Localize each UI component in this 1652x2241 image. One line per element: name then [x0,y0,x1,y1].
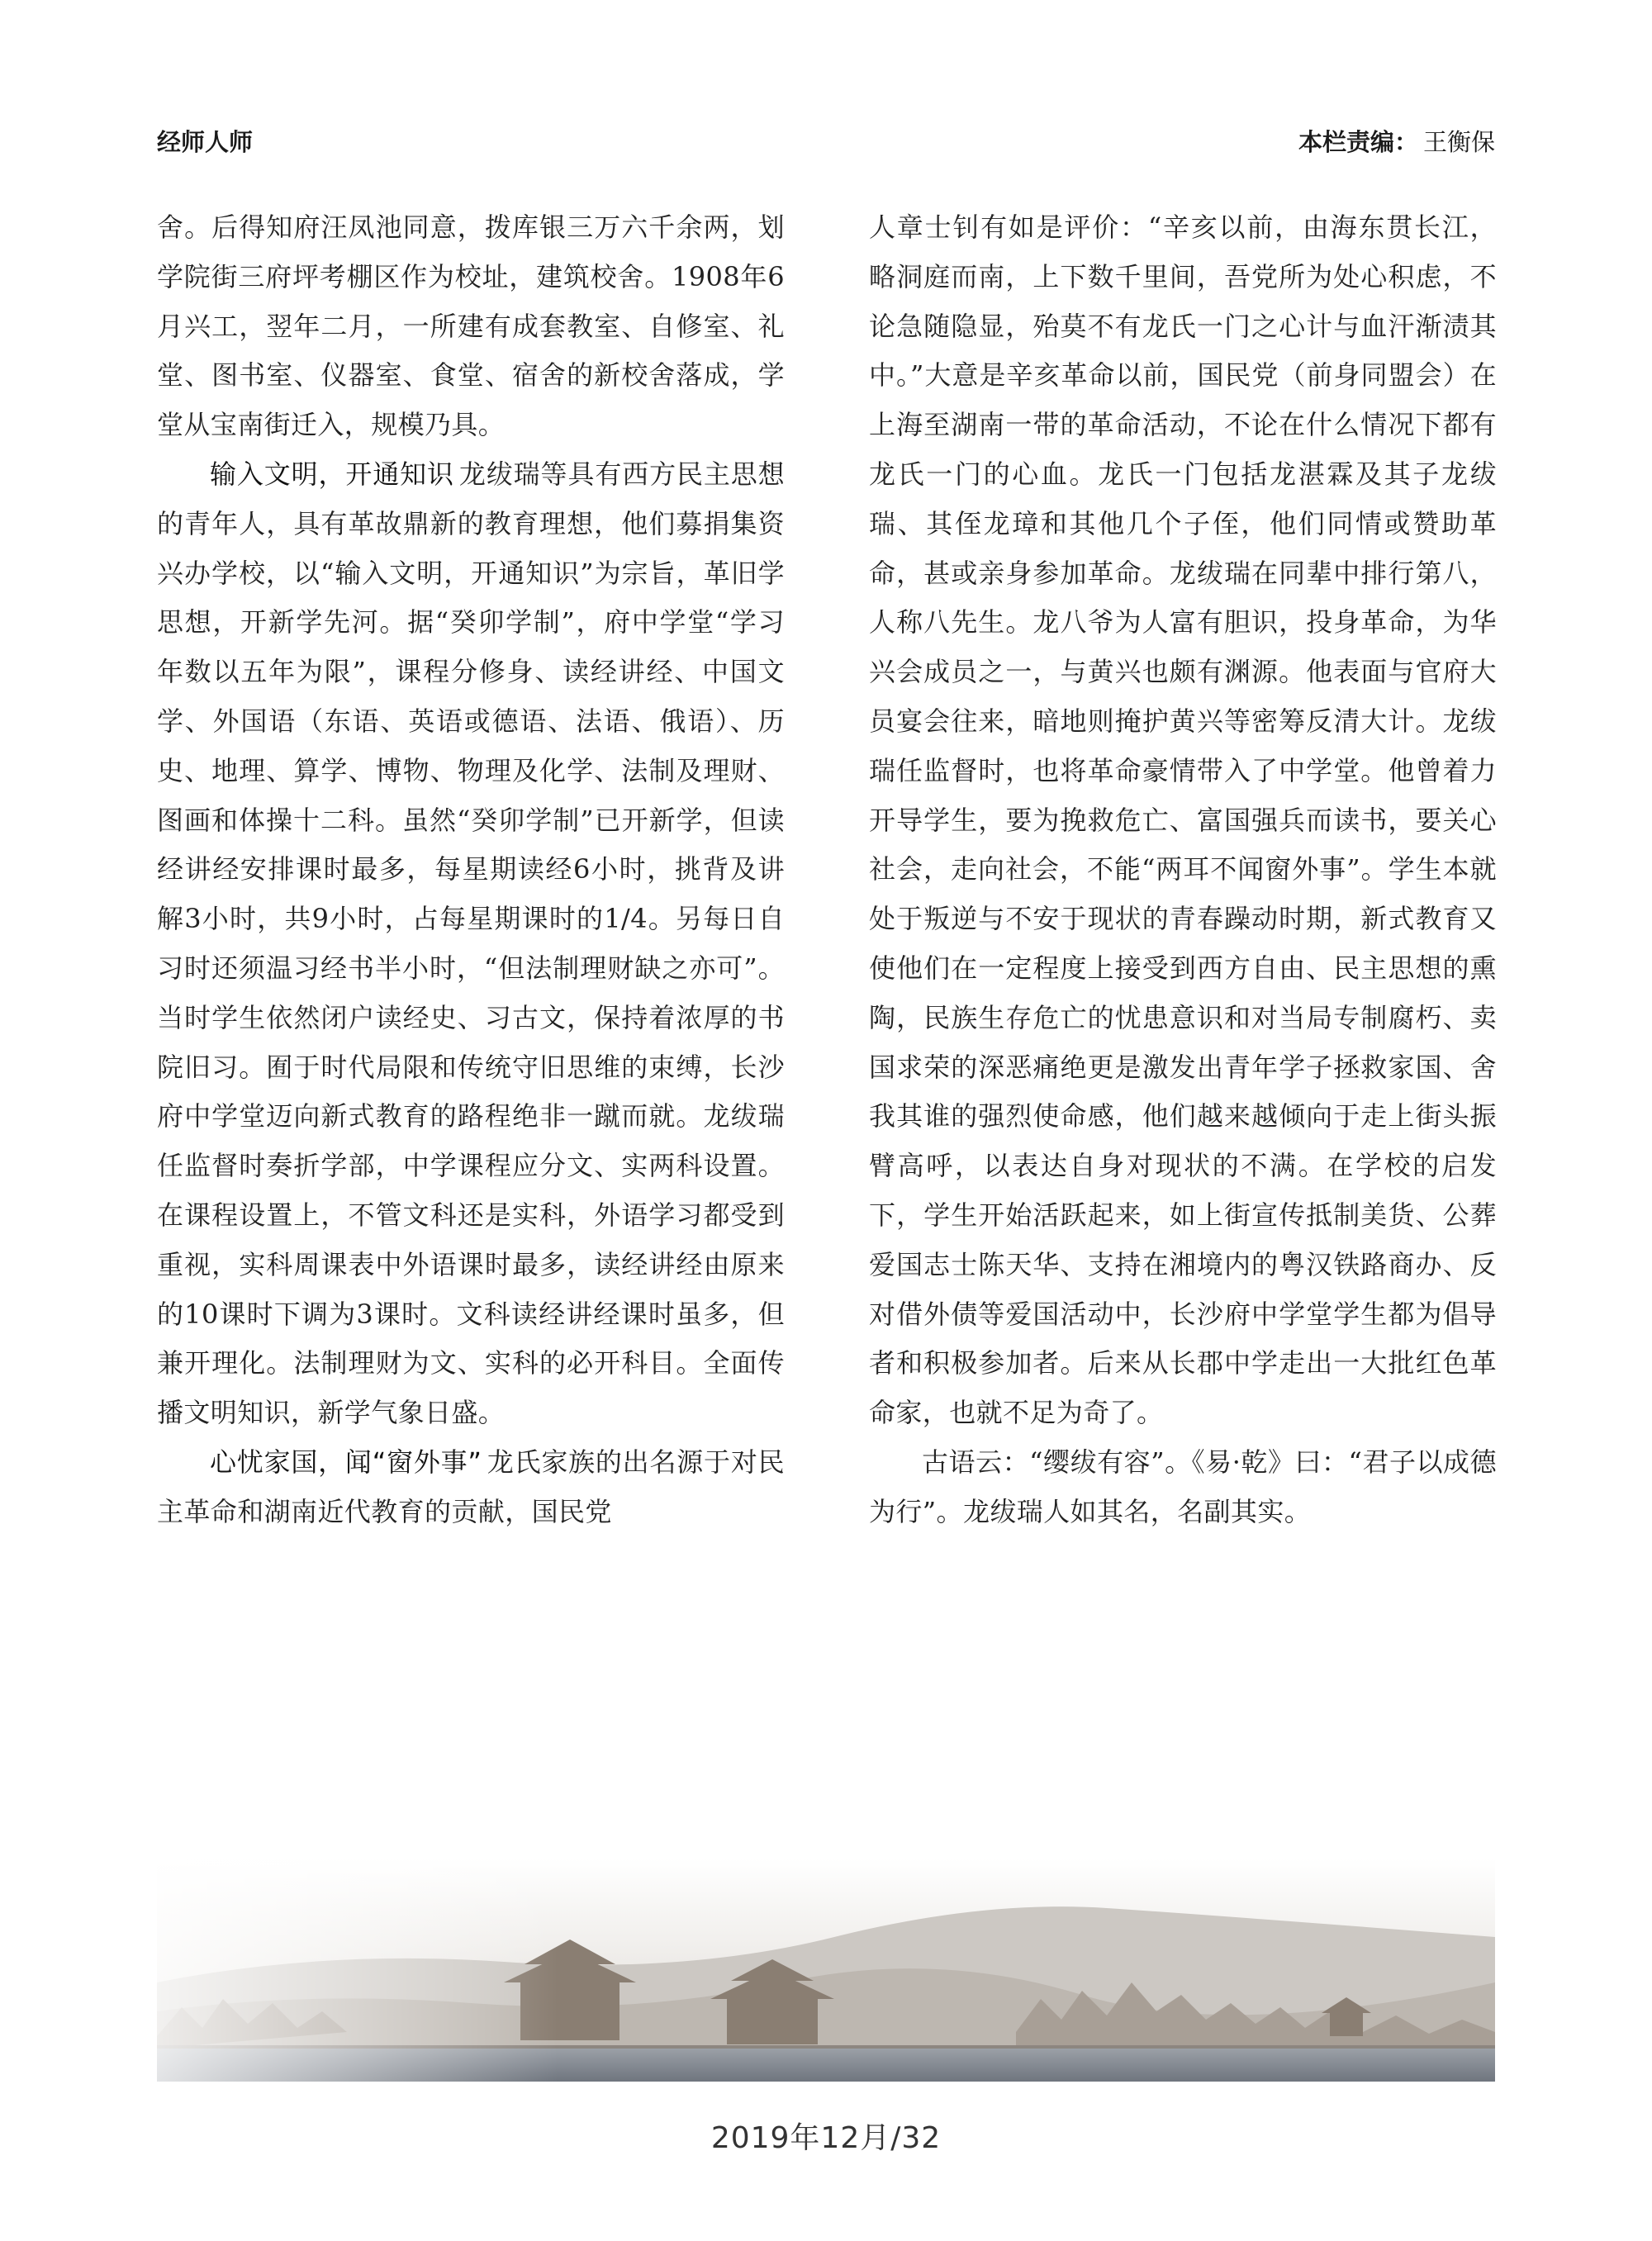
editor-label: 本栏责编： [1298,128,1418,156]
right-paragraph-2: 古语云：“缨绂有容”。《易·乾》曰：“君子以成德为行”。龙绂瑞人如其名，名副其实。 [869,1446,1497,1527]
right-column [869,203,1497,1537]
left-paragraph-1: 舍。后得知府汪凤池同意，拨库银三万六千余两，划学院街三府坪考棚区作为校址，建筑校舍。1908年6月兴工，翌年二月，一所建有成套教室、自修室、礼堂、图书室、仪器室、食堂、宿舍的新校舍落成，学堂从宝南街迁入，规模乃具。 [157,211,785,441]
left-paragraph-2 [157,450,785,1438]
left-paragraph-3 [157,1438,785,1537]
section-title: 经师人师 [157,128,254,156]
left-paragraph-3-text: 龙氏家族的出名源于对民主革命和湖南近代教育的贡献，国民党 [157,1446,785,1527]
page-footer: 2019年12月/32 [710,2121,942,2155]
editor-name: 王衡保 [1422,128,1495,156]
editor-credit [1298,124,1495,158]
right-paragraph-1: 人章士钊有如是评价：“辛亥以前，由海东贯长江，略洞庭而南，上下数千里间，吾党所为处心积虑，不论急随隐显，殆莫不有龙氏一门之心计与血汗渐渍其中。”大意是辛亥革命以前，国民党（前身同盟会）在上海至湖南一带的革命活动，不论在什么情况下都有龙氏一门的心血。龙氏一门包括龙湛霖及其子龙绂瑞、其侄龙璋和其他几个子侄，他们同情或赞助革命，甚或亲身参加革命。龙绂瑞在同辈中排行第八，人称八先生。龙八爷为人富有胆识，投身革命，为华兴会成员之一，与黄兴也颇有渊源。他表面与官府大员宴会往来，暗地则掩护黄兴等密筹反清大计。龙绂瑞任监督时，也将革命豪情带入了中学堂。他曾着力开导学生，要为挽救危亡、富国强兵而读书，要关心社会，走向社会，不能“两耳不闻窗外事”。学生本就处于叛逆与不安于现状的青春躁动时期，新式教育又使他们在一定程度上接受到西方自由、民主思想的熏陶，民族生存危亡的忧患意识和对当局专制腐朽、卖国求荣的深恶痛绝更是激发出青年学子拯救家国、舍我其谁的强烈使命感，他们越来越倾向于走上街头振臂高呼，以表达自身对现状的不满。在学校的启发下，学生开始活跃起来，如上街宣传抵制美货、公葬爱国志士陈天华、支持在湘境内的粤汉铁路商办、反对借外债等爱国活动中，长沙府中学堂学生都为倡导者和积极参加者。后来从长郡中学走出一大批红色革命家，也就不足为奇了。 [869,211,1497,1429]
lakeside-pavilion-landscape-image [157,1859,1495,2082]
subheading-family-nation: 心忧家国，闻“窗外事” [210,1446,482,1478]
subheading-civilization: 输入文明，开通知识 [210,458,454,490]
left-paragraph-2-text: 龙绂瑞等具有西方民主思想的青年人，具有革故鼎新的教育理想，他们募捐集资兴办学校，以“输入文明，开通知识”为宗旨，革旧学思想，开新学先河。据“癸卯学制”，府中学堂“学习年数以五年为限”，课程分修身、读经讲经、中国文学、外国语（东语、英语或德语、法语、俄语）、历史、地理、算学、博物、物理及化学、法制及理财、图画和体操十二科。虽然“癸卯学制”已开新学，但读经讲经安排课时最多，每星期读经6小时，挑背及讲解3小时，共9小时，占每星期课时的1/4。另每日自习时还须温习经书半小时，“但法制理财缺之亦可”。当时学生依然闭户读经史、习古文，保持着浓厚的书院旧习。囿于时代局限和传统守旧思维的束缚，长沙府中学堂迈向新式教育的路程绝非一蹴而就。龙绂瑞任监督时奏折学部，中学课程应分文、实两科设置。在课程设置上，不管文科还是实科，外语学习都受到重视，实科周课表中外语课时最多，读经讲经由原来的10课时下调为3课时。文科读经讲经课时虽多，但兼开理化。法制理财为文、实科的必开科目。全面传播文明知识，新学气象日盛。 [157,458,785,1429]
left-column [157,203,785,1537]
